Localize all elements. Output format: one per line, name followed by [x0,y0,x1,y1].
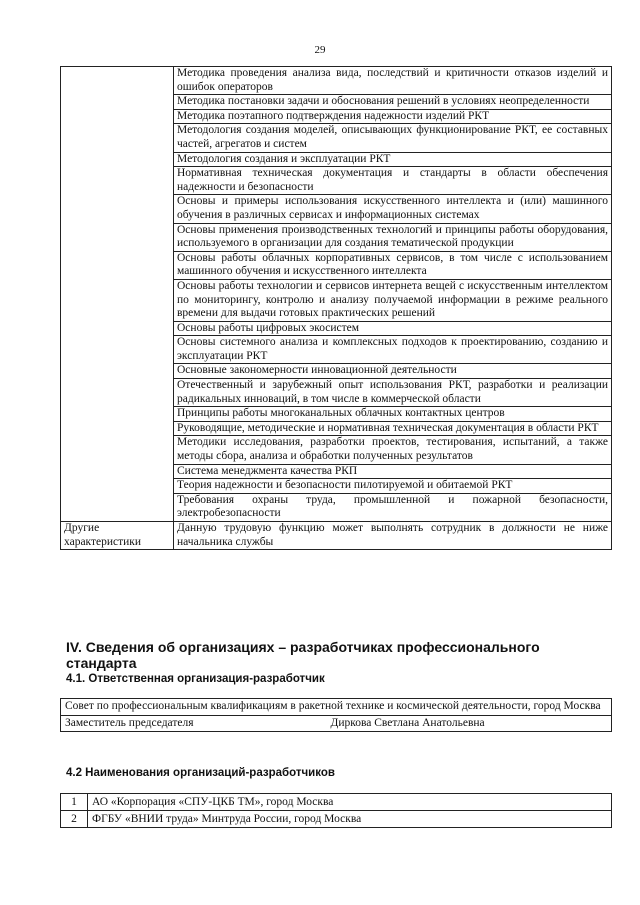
responsible-person: Диркова Светлана Анатольевна [327,715,612,732]
knowledge-table [60,66,612,550]
knowledge-item: Основные закономерности инновационной деятельности [174,364,612,379]
knowledge-item: Основы и примеры использования искусственного интеллекта и (или) машинного обучения в различных сервисах и информационных системах [174,195,612,223]
knowledge-item: Требования охраны труда, промышленной и пожарной безопасности, электробезопасности [174,493,612,521]
knowledge-label-cell [61,167,174,195]
knowledge-label-cell [61,109,174,124]
knowledge-item: Методика проведения анализа вида, последствий и критичности отказов изделий и ошибок операторов [174,67,612,95]
knowledge-row [61,152,612,167]
knowledge-item: Методология создания моделей, описывающих функционирование РКТ, ее составных частей, агрегатов и систем [174,124,612,152]
knowledge-row [61,251,612,279]
knowledge-row [61,195,612,223]
knowledge-row [61,95,612,110]
other-characteristics-text: Данную трудовую функцию может выполнять сотрудник в должности не ниже начальника службы [174,522,612,550]
knowledge-row [61,167,612,195]
knowledge-item: Основы работы технологии и сервисов интернета вещей с искусственным интеллектом по мониторингу, контролю и анализу получаемой информации в режиме реального времени для выдачи готовых практических решений [174,279,612,321]
other-characteristics-row [61,522,612,550]
knowledge-label-cell [61,67,174,95]
section-title: IV. Сведения об организациях – разработчиках профессионального стандарта [66,639,540,671]
responsible-position: Заместитель председателя [61,715,327,732]
knowledge-label-cell [61,321,174,336]
responsible-org-name: Совет по профессиональным квалификациям в ракетной технике и космической деятельности, город Москва [61,699,612,716]
other-characteristics-label: Другие характеристики [61,522,174,550]
knowledge-label-cell [61,95,174,110]
knowledge-item: Теория надежности и безопасности пилотируемой и обитаемой РКТ [174,479,612,494]
developer-name: ФГБУ «ВНИИ труда» Минтруда России, город Москва [88,811,612,828]
knowledge-item: Методика постановки задачи и обоснования решений в условиях неопределенности [174,95,612,110]
knowledge-item: Методология создания и эксплуатации РКТ [174,152,612,167]
knowledge-label-cell [61,364,174,379]
developer-number: 1 [61,794,88,811]
knowledge-label-cell [61,124,174,152]
responsible-org-title: 4.1. Ответственная организация-разработчик [66,673,325,685]
responsible-org-table [60,698,612,732]
knowledge-item: Методики исследования, разработки проектов, тестирования, испытаний, а также методы сбора, анализа и обработки полученных результатов [174,436,612,464]
knowledge-label-cell [61,479,174,494]
knowledge-row [61,379,612,407]
knowledge-row [61,321,612,336]
developers-title: 4.2 Наименования организаций-разработчиков [66,767,335,779]
knowledge-row [61,464,612,479]
knowledge-row [61,124,612,152]
knowledge-item: Руководящие, методические и нормативная техническая документация в области РКТ [174,421,612,436]
knowledge-item: Отечественный и зарубежный опыт использования РКТ, разработки и реализации радикальных инноваций, в том числе в коммерческой области [174,379,612,407]
knowledge-item: Основы работы цифровых экосистем [174,321,612,336]
knowledge-row [61,407,612,422]
developer-name: АО «Корпорация «СПУ-ЦКБ ТМ», город Москва [88,794,612,811]
knowledge-row [61,109,612,124]
knowledge-row [61,493,612,521]
developer-number: 2 [61,811,88,828]
developer-row [61,811,612,828]
knowledge-row [61,279,612,321]
knowledge-item: Основы применения производственных технологий и принципы работы оборудования, используемого в организации для создания тематической продукции [174,223,612,251]
developers-table [60,793,612,828]
knowledge-row [61,364,612,379]
knowledge-label-cell [61,379,174,407]
knowledge-body [61,67,612,522]
knowledge-label-cell [61,407,174,422]
knowledge-label-cell [61,152,174,167]
knowledge-label-cell [61,223,174,251]
knowledge-row [61,436,612,464]
knowledge-item: Принципы работы многоканальных облачных контактных центров [174,407,612,422]
developers-body [61,794,612,828]
page-number: 29 [314,44,326,56]
knowledge-label-cell [61,195,174,223]
knowledge-row [61,479,612,494]
knowledge-item: Нормативная техническая документация и стандарты в области обеспечения надежности и безопасности [174,167,612,195]
knowledge-item: Основы системного анализа и комплексных подходов к проектированию, созданию и эксплуатации РКТ [174,336,612,364]
knowledge-label-cell [61,336,174,364]
knowledge-label-cell [61,493,174,521]
knowledge-item: Основы работы облачных корпоративных сервисов, в том числе с использованием машинного обучения и искусственного интеллекта [174,251,612,279]
knowledge-row [61,223,612,251]
knowledge-label-cell [61,436,174,464]
knowledge-label-cell [61,464,174,479]
developer-row [61,794,612,811]
knowledge-item: Система менеджмента качества РКП [174,464,612,479]
knowledge-label-cell [61,421,174,436]
knowledge-row [61,336,612,364]
knowledge-label-cell [61,251,174,279]
knowledge-row [61,421,612,436]
knowledge-item: Методика поэтапного подтверждения надежности изделий РКТ [174,109,612,124]
knowledge-row [61,67,612,95]
knowledge-label-cell [61,279,174,321]
